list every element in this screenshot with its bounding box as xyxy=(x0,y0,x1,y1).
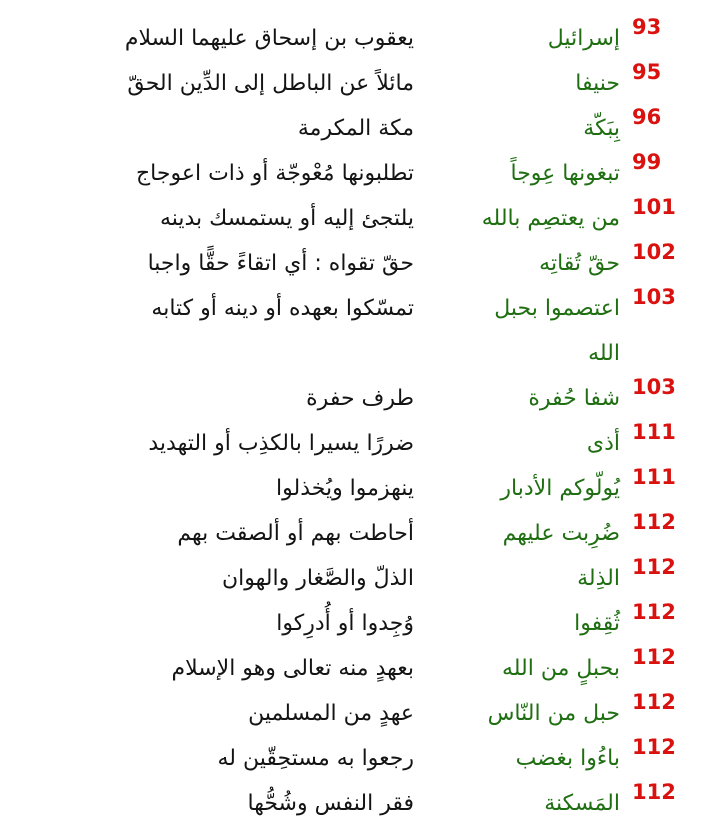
verse-number: 99 xyxy=(632,150,662,174)
verse-number: 112 xyxy=(632,690,676,714)
word-meaning: ضررًا يسيرا بالكذِب أو التهديد xyxy=(148,431,414,456)
glossary-row xyxy=(0,732,720,777)
word-meaning: حقّ تقواه : أي اتقاءً حقًّا واجبا xyxy=(147,251,414,276)
quran-word: حقّ تُقاتِه xyxy=(539,251,620,276)
quran-word: إسرائيل xyxy=(547,26,620,51)
word-meaning: عهدٍ من المسلمين xyxy=(248,701,414,726)
verse-number: 93 xyxy=(632,15,662,39)
word-meaning: ينهزموا ويُخذلوا xyxy=(276,476,414,501)
verse-number: 112 xyxy=(632,600,676,624)
word-meaning: أحاطت بهم أو ألصقت بهم xyxy=(177,521,414,546)
word-meaning: مائلاً عن الباطل إلى الدِّين الحقّ xyxy=(127,71,414,96)
glossary-row xyxy=(0,507,720,552)
quran-word: المَسكنة xyxy=(544,791,620,816)
verse-number: 103 xyxy=(632,375,676,399)
glossary-row xyxy=(0,12,720,57)
word-meaning: طرف حفرة xyxy=(306,386,414,411)
verse-number: 112 xyxy=(632,555,676,579)
glossary-row xyxy=(0,687,720,732)
verse-number: 101 xyxy=(632,195,676,219)
quran-word: ثُقِفوا xyxy=(574,611,620,636)
word-meaning: مكة المكرمة xyxy=(297,116,414,141)
word-meaning: رجعوا به مستحِقّين له xyxy=(217,746,414,771)
verse-number: 96 xyxy=(632,105,662,129)
verse-number: 111 xyxy=(632,420,676,444)
quran-word: بِبَكّة xyxy=(583,116,620,141)
glossary-row xyxy=(0,597,720,642)
quran-word: حنيفا xyxy=(575,71,620,96)
verse-number: 102 xyxy=(632,240,676,264)
word-meaning: تطلبونها مُعْوجّة أو ذات اعوجاج xyxy=(135,161,414,186)
quran-word: الذِلة xyxy=(577,566,620,591)
word-meaning: فقر النفس وشُحُّها xyxy=(247,791,414,816)
glossary-row xyxy=(0,282,720,372)
glossary-row xyxy=(0,372,720,417)
glossary-row xyxy=(0,147,720,192)
verse-number: 111 xyxy=(632,465,676,489)
cropped-previous-row xyxy=(0,0,720,6)
glossary-row xyxy=(0,642,720,687)
quran-word: تبغونها عِوجاً xyxy=(510,161,620,186)
word-meaning: تمسّكوا بعهده أو دينه أو كتابه xyxy=(151,296,414,321)
verse-number: 112 xyxy=(632,510,676,534)
glossary-row xyxy=(0,777,720,822)
quran-word: بحبلٍ من الله xyxy=(501,656,620,681)
glossary-list xyxy=(0,12,720,822)
quran-word: اعتصموا بحبل الله xyxy=(494,296,620,366)
verse-number: 112 xyxy=(632,735,676,759)
word-meaning: الذلّ والصَّغار والهوان xyxy=(221,566,414,591)
word-meaning: يعقوب بن إسحاق عليهما السلام xyxy=(124,26,414,51)
word-meaning: يلتجئ إليه أو يستمسك بدينه xyxy=(159,206,414,231)
glossary-row xyxy=(0,462,720,507)
quran-word: من يعتصِم بالله xyxy=(481,206,620,231)
verse-number: 103 xyxy=(632,285,676,309)
quran-word: ضُرِبت عليهم xyxy=(502,521,620,546)
glossary-row xyxy=(0,552,720,597)
quran-word: حبل من النّاس xyxy=(487,701,620,726)
verse-number: 112 xyxy=(632,780,676,804)
verse-number: 112 xyxy=(632,645,676,669)
quran-word: أذى xyxy=(586,431,620,456)
glossary-row xyxy=(0,192,720,237)
glossary-row xyxy=(0,57,720,102)
word-meaning: وُجِدوا أو أُدرِكوا xyxy=(276,611,414,636)
glossary-row xyxy=(0,417,720,462)
quran-word: يُولّوكم الأدبار xyxy=(500,476,620,501)
glossary-row xyxy=(0,237,720,282)
glossary-row xyxy=(0,102,720,147)
word-meaning: بعهدٍ منه تعالى وهو الإسلام xyxy=(171,656,414,681)
verse-number: 95 xyxy=(632,60,662,84)
quran-word: شفا حُفرة xyxy=(528,386,620,411)
quran-word: باءُوا بغضب xyxy=(515,746,620,771)
